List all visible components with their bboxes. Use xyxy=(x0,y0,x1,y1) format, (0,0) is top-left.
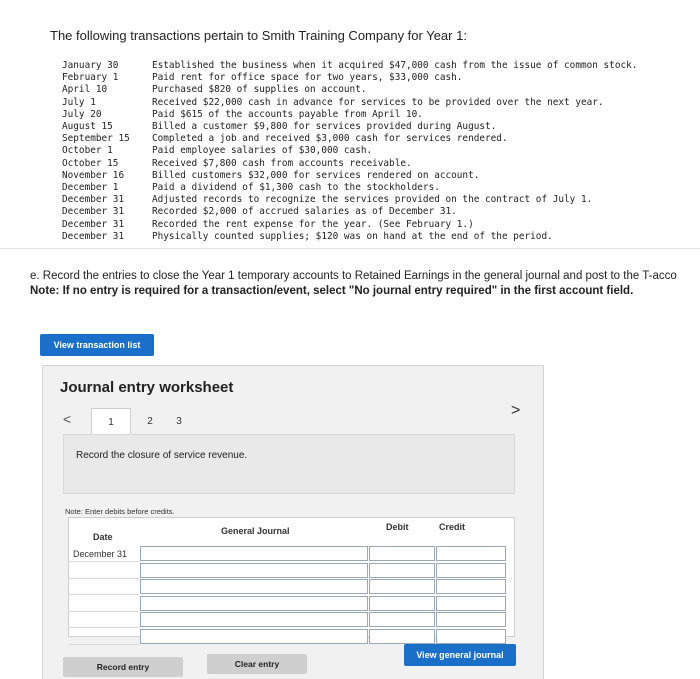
journal-debit-input[interactable] xyxy=(369,546,435,561)
transaction-row xyxy=(62,194,692,206)
transaction-row xyxy=(62,133,692,145)
transaction-date: December 31 xyxy=(62,194,125,206)
journal-credit-input[interactable] xyxy=(436,563,506,578)
clear-entry-button[interactable]: Clear entry xyxy=(207,654,307,674)
transaction-description: Physically counted supplies; $120 was on hand at the end of the period. xyxy=(152,230,553,242)
transaction-row xyxy=(62,60,692,72)
journal-account-input[interactable] xyxy=(140,546,368,561)
transaction-description: Paid a dividend of $1,300 cash to the stockholders. xyxy=(152,182,440,194)
page-tab-3[interactable]: 3 xyxy=(176,415,182,427)
worksheet-note: Note: Enter debits before credits. xyxy=(65,507,175,516)
transaction-description: Paid rent for office space for two years, $33,000 cash. xyxy=(152,72,463,84)
transaction-description: Recorded the rent expense for the year. (See February 1.) xyxy=(152,218,474,230)
journal-debit-input[interactable] xyxy=(369,612,435,627)
prev-page-icon[interactable]: < xyxy=(63,411,72,427)
column-header-debit: Debit xyxy=(386,522,409,532)
transaction-row xyxy=(62,206,692,218)
journal-account-input[interactable] xyxy=(140,612,368,627)
page-tab-1[interactable]: 1 xyxy=(91,408,131,436)
transaction-date: December 1 xyxy=(62,182,119,194)
transaction-description: Completed a job and received $3,000 cash for services rendered. xyxy=(152,133,508,145)
transaction-date: December 31 xyxy=(62,206,125,218)
journal-debit-input[interactable] xyxy=(369,596,435,611)
transaction-row xyxy=(62,182,692,194)
journal-date-cell: December 31 xyxy=(69,546,139,562)
transaction-date: September 15 xyxy=(62,133,130,145)
column-header-credit: Credit xyxy=(439,522,466,532)
record-entry-button[interactable]: Record entry xyxy=(63,657,183,677)
transaction-date: December 31 xyxy=(62,218,125,230)
journal-debit-input[interactable] xyxy=(369,579,435,594)
journal-debit-input[interactable] xyxy=(369,563,435,578)
transaction-description: Billed customers $32,000 for services rendered on account. xyxy=(152,169,480,181)
journal-credit-input[interactable] xyxy=(436,596,506,611)
transaction-description: Paid $615 of the accounts payable from April 10. xyxy=(152,108,423,120)
instruction-note: Note: If no entry is required for a transaction/event, select "No journal entry required" in the first account field. xyxy=(30,285,634,297)
transaction-date: December 31 xyxy=(62,230,125,242)
transaction-date: August 15 xyxy=(62,121,113,133)
journal-credit-input[interactable] xyxy=(436,546,506,561)
column-header-date: Date xyxy=(93,532,113,542)
journal-account-input[interactable] xyxy=(140,563,368,578)
transaction-row xyxy=(62,145,692,157)
transaction-date: November 16 xyxy=(62,169,125,181)
transaction-row xyxy=(62,72,692,84)
journal-date-cell xyxy=(69,612,139,628)
journal-entry-worksheet xyxy=(42,365,544,679)
transaction-description: Received $7,800 cash from accounts receivable. xyxy=(152,157,412,169)
journal-account-input[interactable] xyxy=(140,596,368,611)
journal-date-cell xyxy=(69,579,139,595)
journal-credit-input[interactable] xyxy=(436,612,506,627)
transaction-description: Billed a customer $9,800 for services provided during August. xyxy=(152,121,497,133)
worksheet-page-tabs xyxy=(91,408,189,436)
worksheet-prompt: Record the closure of service revenue. xyxy=(76,450,248,461)
transaction-date: October 1 xyxy=(62,145,113,157)
transaction-description: Recorded $2,000 of accrued salaries as of December 31. xyxy=(152,206,457,218)
transaction-description: Received $22,000 cash in advance for services to be provided over the next year. xyxy=(152,96,604,108)
transaction-row xyxy=(62,219,692,231)
view-general-journal-button[interactable]: View general journal xyxy=(404,644,516,666)
journal-date-cell xyxy=(69,596,139,612)
journal-credit-input[interactable] xyxy=(436,579,506,594)
page-tab-2[interactable]: 2 xyxy=(147,415,153,427)
transaction-date: July 1 xyxy=(62,96,96,108)
transaction-description: Purchased $820 of supplies on account. xyxy=(152,84,367,96)
transaction-date: February 1 xyxy=(62,72,119,84)
journal-date-cell xyxy=(69,629,139,645)
transaction-row xyxy=(62,109,692,121)
transaction-list xyxy=(62,60,692,243)
worksheet-prompt-box xyxy=(63,434,515,494)
transaction-description: Adjusted records to recognize the services provided on the contract of July 1. xyxy=(152,194,593,206)
transaction-row xyxy=(62,97,692,109)
journal-date-cell xyxy=(69,563,139,579)
journal-credit-input[interactable] xyxy=(436,629,506,644)
journal-table xyxy=(68,517,515,637)
transaction-row xyxy=(62,84,692,96)
transaction-row xyxy=(62,158,692,170)
transaction-date: October 15 xyxy=(62,157,119,169)
next-page-icon[interactable]: > xyxy=(511,402,521,419)
journal-debit-input[interactable] xyxy=(369,629,435,644)
transaction-row xyxy=(62,170,692,182)
worksheet-title: Journal entry worksheet xyxy=(60,379,234,396)
view-transaction-list-button[interactable]: View transaction list xyxy=(40,334,154,356)
transaction-date: April 10 xyxy=(62,84,108,96)
section-divider xyxy=(0,248,700,249)
page-title: The following transactions pertain to Smith Training Company for Year 1: xyxy=(50,28,467,43)
transaction-date: July 20 xyxy=(62,108,102,120)
transaction-row xyxy=(62,121,692,133)
transaction-description: Established the business when it acquired $47,000 cash from the issue of common stock. xyxy=(152,60,638,71)
transaction-date: January 30 xyxy=(62,60,119,71)
journal-account-input[interactable] xyxy=(140,579,368,594)
transaction-row xyxy=(62,231,692,243)
instruction-text: e. Record the entries to close the Year 1 temporary accounts to Retained Earnings in the general journal and post to the T-acco xyxy=(30,270,677,282)
transaction-description: Paid employee salaries of $30,000 cash. xyxy=(152,145,373,157)
journal-account-input[interactable] xyxy=(140,629,368,644)
column-header-general-journal: General Journal xyxy=(221,526,290,536)
